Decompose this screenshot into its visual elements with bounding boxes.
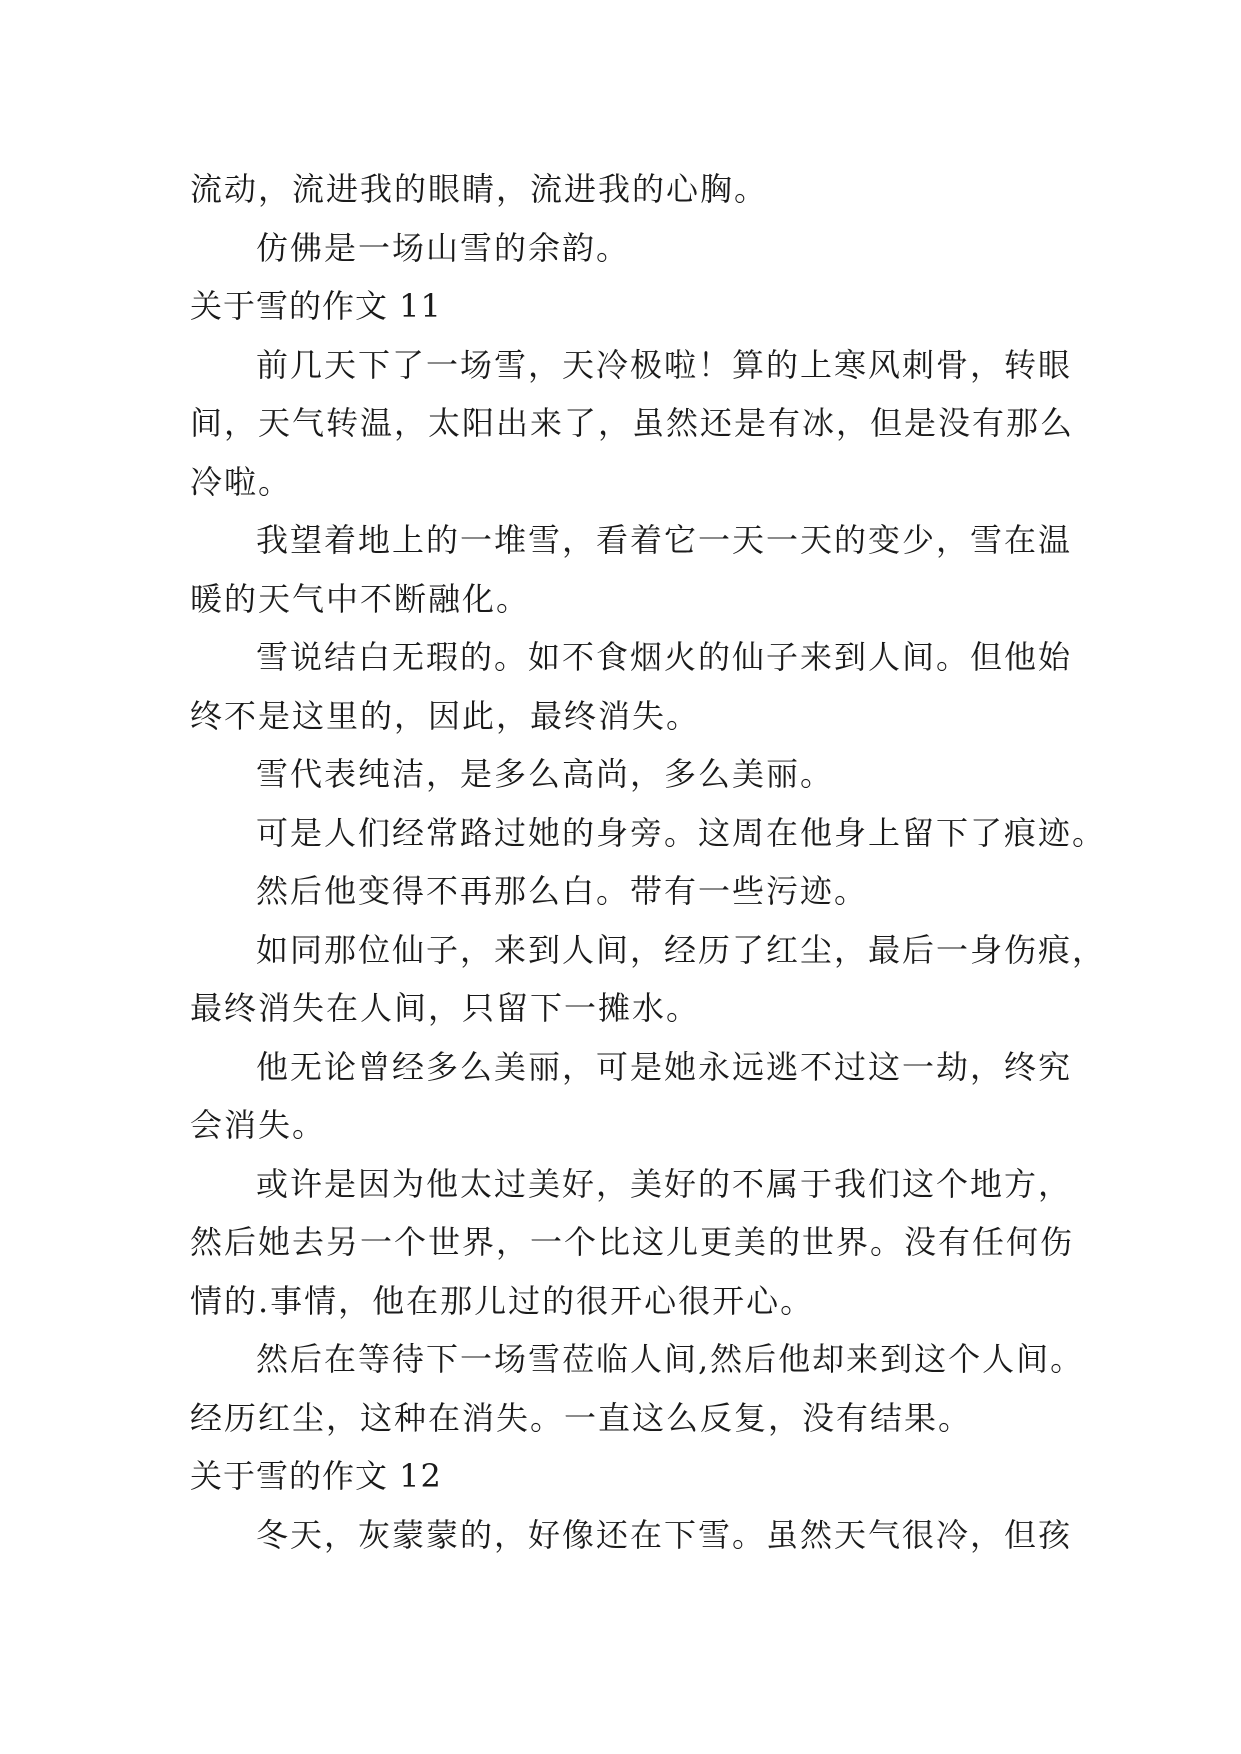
text-line: 最终消失在人间，只留下一摊水。 bbox=[190, 989, 701, 1027]
text-line: 情的.事情，他在那儿过的很开心很开心。 bbox=[190, 1281, 815, 1320]
text-line: 然后在等待下一场雪莅临人间,然后他却来到这个人间。 bbox=[256, 1340, 1085, 1378]
text-line: 我望着地上的一堆雪，看着它一天一天的变少，雪在温 bbox=[256, 521, 1073, 559]
text-line: 如同那位仙子，来到人间，经历了红尘，最后一身伤痕， bbox=[256, 930, 1107, 969]
text-line: 经历红尘，这种在消失。一直这么反复，没有结果。 bbox=[190, 1398, 973, 1437]
text-line: 雪代表纯洁，是多么高尚，多么美丽。 bbox=[256, 755, 835, 793]
text-line: 然后她去另一个世界，一个比这儿更美的世界。没有任何伤 bbox=[190, 1223, 1075, 1261]
text-line: 暖的天气中不断融化。 bbox=[190, 579, 531, 618]
text-line: 冷啦。 bbox=[190, 462, 293, 501]
section-heading: 关于雪的作文 12 bbox=[190, 1457, 442, 1495]
text-line: 会消失。 bbox=[190, 1106, 327, 1144]
document-page bbox=[190, 160, 1107, 1564]
text-line: 终不是这里的，因此，最终消失。 bbox=[190, 696, 701, 735]
document-body bbox=[190, 160, 1107, 1564]
text-line: 流动，流进我的眼睛，流进我的心胸。 bbox=[190, 170, 769, 208]
text-line: 然后他变得不再那么白。带有一些污迹。 bbox=[256, 872, 869, 910]
text-line: 雪说结白无瑕的。如不食烟火的仙子来到人间。但他始 bbox=[256, 638, 1073, 676]
section-heading: 关于雪的作文 11 bbox=[190, 287, 442, 325]
text-line: 前几天下了一场雪，天冷极啦！算的上寒风刺骨，转眼 bbox=[256, 345, 1073, 384]
text-line: 间，天气转温，太阳出来了，虽然还是有冰，但是没有那么 bbox=[190, 404, 1075, 442]
text-line: 或许是因为他太过美好，美好的不属于我们这个地方， bbox=[256, 1164, 1073, 1203]
text-line: 仿佛是一场山雪的余韵。 bbox=[256, 228, 631, 267]
text-line: 他无论曾经多么美丽，可是她永远逃不过这一劫，终究 bbox=[256, 1047, 1073, 1086]
text-line: 冬天，灰蒙蒙的，好像还在下雪。虽然天气很冷，但孩 bbox=[256, 1515, 1073, 1554]
text-line: 可是人们经常路过她的身旁。这周在他身上留下了痕迹。 bbox=[256, 813, 1107, 852]
